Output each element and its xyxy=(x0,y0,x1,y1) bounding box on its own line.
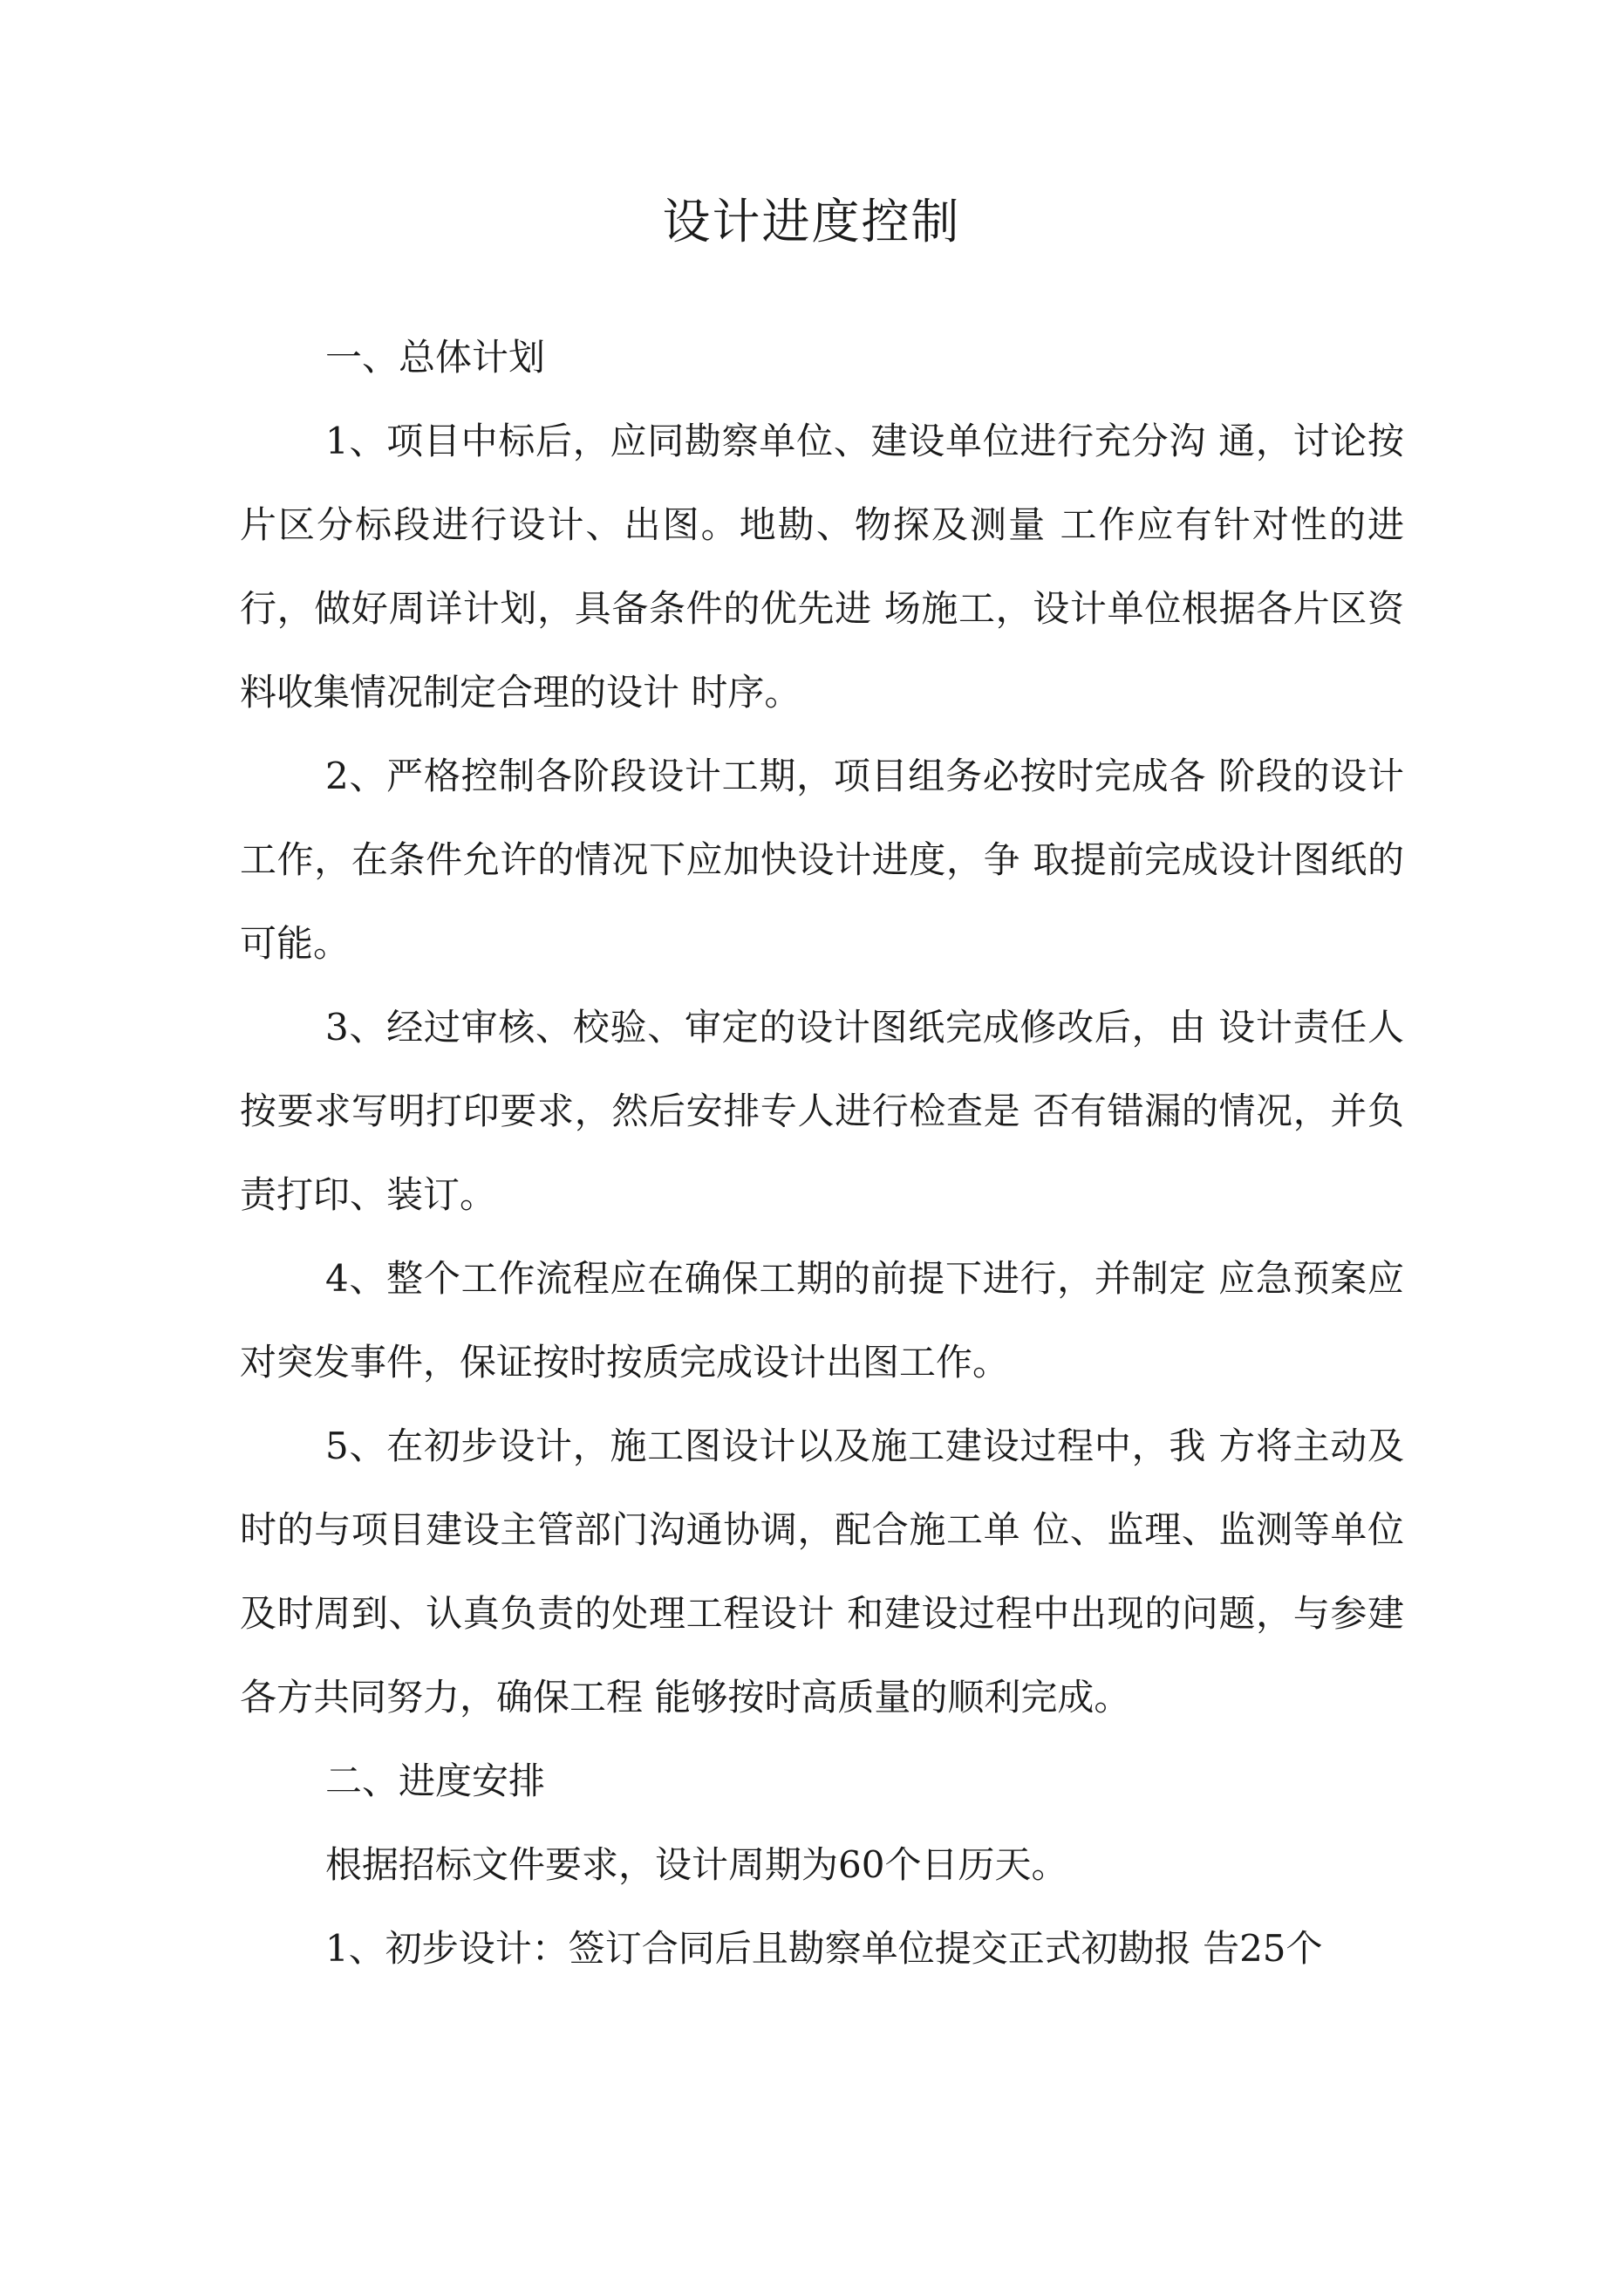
paragraph: 1、初步设计：签订合同后且勘察单位提交正式初勘报 告25个 xyxy=(325,1927,1323,1970)
paragraph: 根据招标文件要求，设计周期为60个日历天。 xyxy=(325,1843,1068,1886)
document-title: 设计进度控制 xyxy=(662,194,961,249)
paragraph: 5、在初步设计，施工图设计以及施工建设过程中，我 方将主动及时的与项目建设主管部门沟通协调，配合施工单 位、监理、监测等单位及时周到、认真负责的处理工程设计 和建设过程中出现的问题，与参建各方共同努力，确保工程 能够按时高质量的顺利完成。 xyxy=(240,1425,1404,1719)
paragraph: 4、整个工作流程应在确保工期的前提下进行，并制定 应急预案应对突发事件，保证按时按质完成设计出图工作。 xyxy=(240,1257,1404,1384)
section-heading: 一、总体计划 xyxy=(325,336,546,379)
paragraph: 3、经过审核、校验、审定的设计图纸完成修改后，由 设计责任人按要求写明打印要求，然后安排专人进行检查是 否有错漏的情况，并负责打印、装订。 xyxy=(240,1006,1404,1216)
paragraph: 1、项目中标后，应同勘察单位、建设单位进行充分沟 通，讨论按片区分标段进行设计、出图。地勘、物探及测量 工作应有针对性的进行，做好周详计划，具备条件的优先进 场施工，设计单位根据各片区资料收集情况制定合理的设计 时序。 xyxy=(240,420,1404,714)
document-body xyxy=(240,316,1404,1991)
paragraph: 2、严格控制各阶段设计工期，项目组务必按时完成各 阶段的设计工作，在条件允许的情况下应加快设计进度，争 取提前完成设计图纸的可能。 xyxy=(240,755,1404,965)
section-heading: 二、进度安排 xyxy=(325,1760,546,1802)
